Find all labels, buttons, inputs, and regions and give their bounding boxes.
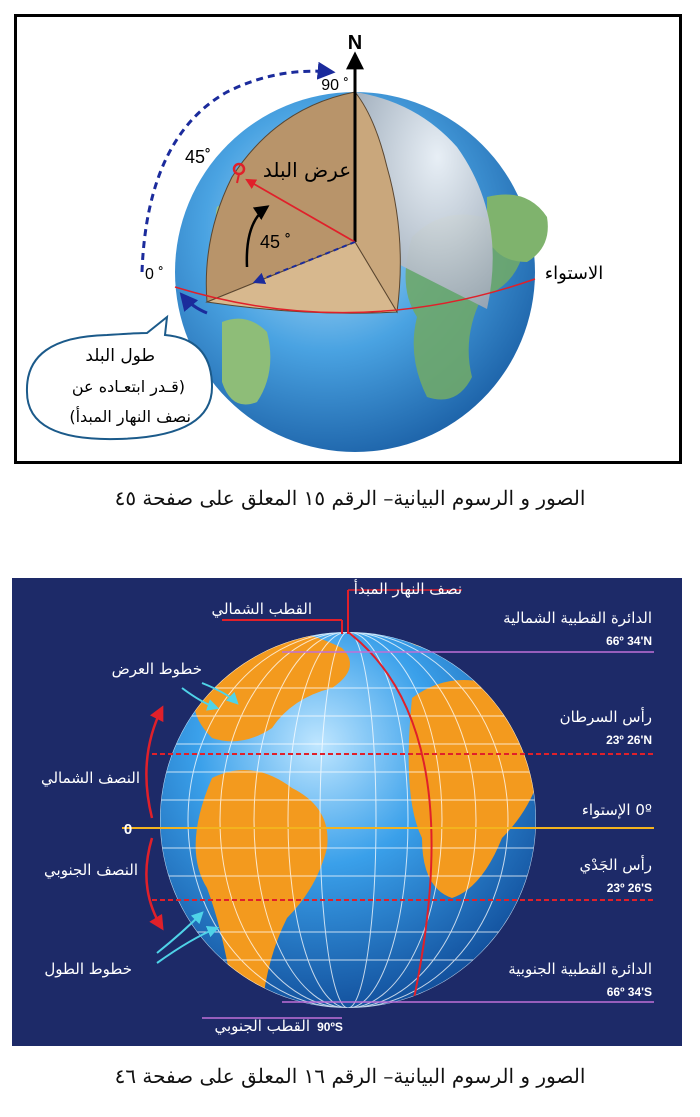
tropic-cancer-value: 23º 26'N bbox=[606, 733, 652, 747]
deg-0-label: 0 ˚ bbox=[145, 266, 164, 283]
arctic-circle-value: 66º 34'N bbox=[606, 634, 652, 648]
antarctic-circle-value: 66º 34'S bbox=[606, 985, 652, 999]
deg-45-arc-label: 45˚ bbox=[185, 147, 212, 167]
latitudes-label: خطوط العرض bbox=[111, 660, 202, 678]
south-pole-value: 90ºS bbox=[317, 1020, 343, 1034]
zero-label: 0 bbox=[123, 821, 133, 838]
figure2-svg bbox=[12, 578, 682, 1046]
caption-figure-15: الصور و الرسوم البيانية– الرقم ١٥ المعلق على صفحة ٤٥ bbox=[114, 486, 586, 510]
north-pole-label: القطب الشمالي bbox=[211, 600, 312, 618]
south-pole-label: القطب الجنوبي bbox=[214, 1017, 310, 1035]
deg-90-label: 90 ˚ bbox=[321, 77, 349, 94]
antarctic-circle-label: الدائرة القطبية الجنوبية bbox=[508, 960, 652, 978]
deg-45-inner-label: 45 ˚ bbox=[260, 232, 292, 252]
longitudes-label: خطوط الطول bbox=[44, 960, 132, 978]
equator-label: الاستواء bbox=[544, 263, 604, 284]
north-label: N bbox=[347, 32, 363, 54]
arctic-circle-label: الدائرة القطبية الشمالية bbox=[503, 609, 652, 627]
prime-meridian-label: نصف النهار المبدأ bbox=[353, 580, 462, 598]
tropic-capricorn-value: 23º 26'S bbox=[606, 881, 652, 895]
latitude-label: عرض البلد bbox=[262, 158, 352, 182]
caption-figure-16: الصور و الرسوم البيانية– الرقم ١٦ المعلق على صفحة ٤٦ bbox=[114, 1064, 586, 1088]
callout-line-2: (قـدر ابتعـاده عن bbox=[71, 377, 185, 396]
figure1-svg bbox=[17, 17, 679, 461]
southern-hemisphere-label: النصف الجنوبي bbox=[44, 861, 138, 879]
latitude-longitude-diagram bbox=[14, 14, 682, 464]
callout-line-3: نصف النهار المبدأ) bbox=[69, 407, 191, 426]
equator-label-2: 0º الإستواء bbox=[581, 801, 652, 819]
north-hemisphere-arrow bbox=[146, 708, 162, 818]
latitude-lines-diagram bbox=[12, 578, 682, 1046]
callout-line-1: طول البلد bbox=[85, 346, 155, 366]
tropic-cancer-label: رأس السرطان bbox=[559, 708, 652, 726]
northern-hemisphere-label: النصف الشمالي bbox=[40, 769, 140, 787]
tropic-capricorn-label: رأس الجَدْي bbox=[579, 856, 652, 874]
south-hemisphere-arrow bbox=[146, 838, 162, 928]
